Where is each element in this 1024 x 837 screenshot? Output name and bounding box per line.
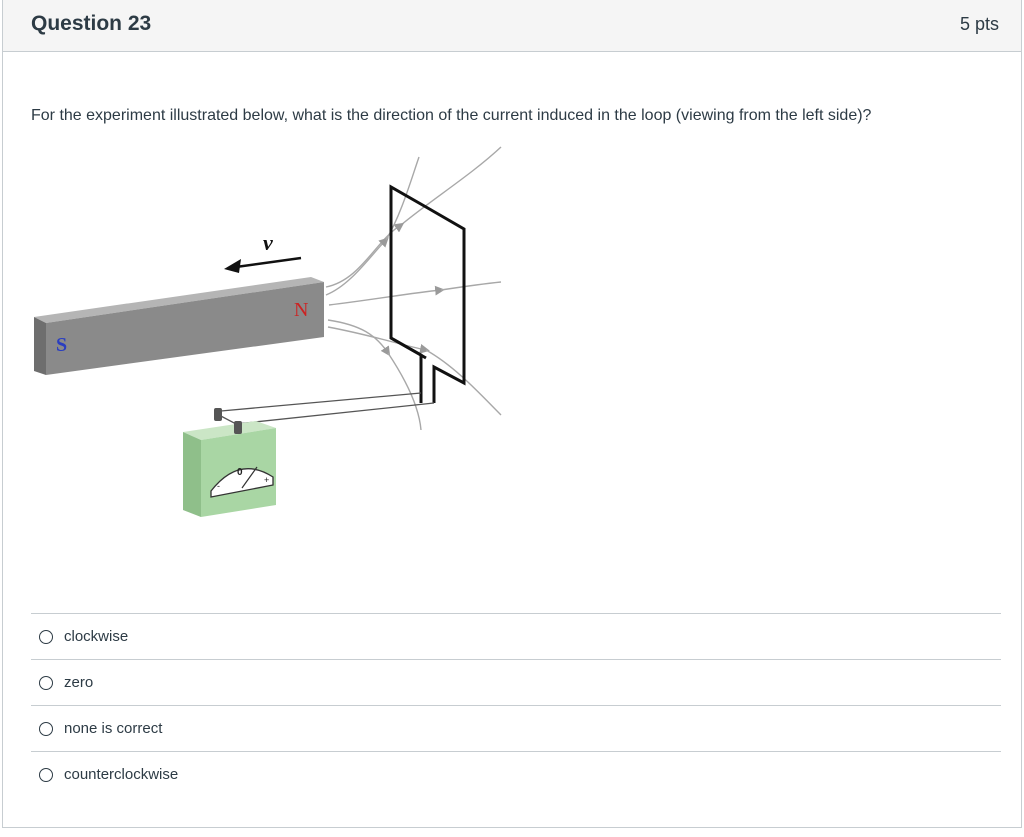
- radio-button[interactable]: [39, 630, 53, 644]
- answer-option-zero[interactable]: [31, 659, 1001, 705]
- velocity-arrow: [224, 230, 301, 273]
- answer-option-counterclockwise[interactable]: [31, 751, 1001, 797]
- answer-label: zero: [64, 674, 94, 691]
- answer-option-none-is-correct[interactable]: [31, 705, 1001, 751]
- question-text: For the experiment illustrated below, what is the direction of the current induced in the loop (viewing from the left side)?: [31, 107, 872, 124]
- galvanometer: [183, 408, 276, 517]
- connecting-wires: [217, 393, 434, 424]
- bar-magnet: [34, 277, 324, 375]
- answer-option-clockwise[interactable]: [31, 613, 1001, 659]
- answer-label: counterclockwise: [64, 766, 179, 783]
- question-title: Question 23: [31, 12, 152, 35]
- terminal-left: [214, 408, 222, 421]
- radio-button[interactable]: [39, 676, 53, 690]
- velocity-label: v⃗: [263, 230, 290, 255]
- meter-plus-label: +: [264, 475, 270, 485]
- north-pole-label: N: [294, 299, 309, 321]
- question-card: [2, 0, 1022, 828]
- radio-button[interactable]: [39, 768, 53, 782]
- meter-minus-label: -: [217, 481, 220, 491]
- answer-list: [31, 613, 1001, 797]
- answer-label: none is correct: [64, 720, 163, 737]
- experiment-figure: [31, 145, 506, 520]
- question-points: 5 pts: [959, 14, 999, 34]
- answer-label: clockwise: [64, 628, 129, 645]
- question-header: [3, 0, 1021, 52]
- meter-zero-label: 0: [237, 467, 243, 478]
- radio-button[interactable]: [39, 722, 53, 736]
- south-pole-label: S: [56, 334, 68, 356]
- terminal-right: [234, 421, 242, 434]
- magnetic-field-lines: [326, 147, 501, 430]
